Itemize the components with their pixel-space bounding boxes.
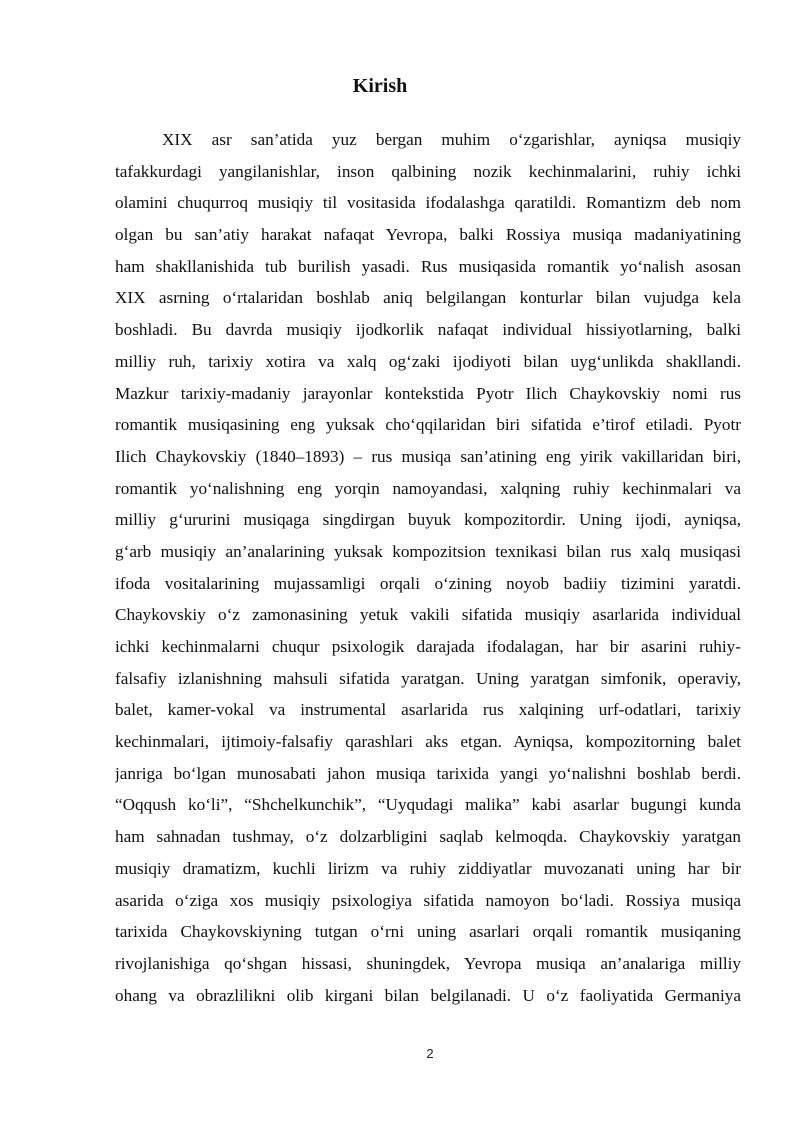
text-line: rivojlanishiga qo‘shgan hissasi, shuningdek, Yevropa musiqa an’analariga milliy xyxy=(115,953,741,973)
text-line: milliy ruh, tarixiy xotira va xalq og‘zaki ijodiyoti bilan uyg‘unlikda shakllandi. xyxy=(115,351,741,371)
text-line: falsafiy izlanishning mahsuli sifatida yaratgan. Uning yaratgan simfonik, operaviy, xyxy=(115,668,741,688)
body-text xyxy=(115,124,741,1011)
text-line: ifoda vositalarining mujassamligi orqali o‘zining noyob badiiy tizimini yaratdi. xyxy=(115,573,741,593)
text-line: Mazkur tarixiy-madaniy jarayonlar kontekstida Pyotr Ilich Chaykovskiy nomi rus xyxy=(115,383,741,403)
page-number: 2 xyxy=(426,1046,434,1061)
text-line: romantik yo‘nalishning eng yorqin namoyandasi, xalqning ruhiy kechinmalari va xyxy=(115,478,741,498)
page-title: Kirish xyxy=(352,75,408,97)
text-line: milliy g‘ururini musiqaga singdirgan buyuk kompozitordir. Uning ijodi, ayniqsa, xyxy=(115,510,741,530)
text-line: olamini chuqurroq musiqiy til vositasida ifodalashga qaratildi. Romantizm deb nom xyxy=(115,193,741,213)
text-line: ham shakllanishida tub burilish yasadi. Rus musiqasida romantik yo‘nalish asosan xyxy=(115,256,741,276)
text-line: XIX asrning o‘rtalaridan boshlab aniq belgilangan konturlar bilan vujudga kela xyxy=(115,288,741,308)
text-line: tafakkurdagi yangilanishlar, inson qalbining nozik kechinmalarini, ruhiy ichki xyxy=(115,161,741,181)
text-line: balet, kamer-vokal va instrumental asarlarida rus xalqining urf-odatlari, tarixiy xyxy=(115,700,741,720)
text-line: g‘arb musiqiy an’analarining yuksak kompozitsion texnikasi bilan rus xalq musiqasi xyxy=(115,541,741,561)
text-line: Chaykovskiy o‘z zamonasining yetuk vakili sifatida musiqiy asarlarida individual xyxy=(115,605,741,625)
text-line: Ilich Chaykovskiy (1840–1893) – rus musiqa san’atining eng yirik vakillaridan biri, xyxy=(115,446,741,466)
text-line: janriga bo‘lgan munosabati jahon musiqa tarixida yangi yo‘nalishni boshlab berdi. xyxy=(115,763,741,783)
text-line: ohang va obrazlilikni olib kirgani bilan belgilanadi. U o‘z faoliyatida Germaniya xyxy=(115,985,741,1005)
text-line: olgan bu san’atiy harakat nafaqat Yevropa, balki Rossiya musiqa madaniyatining xyxy=(115,225,741,245)
text-line: ham sahnadan tushmay, o‘z dolzarbligini saqlab kelmoqda. Chaykovskiy yaratgan xyxy=(115,827,741,847)
text-line: musiqiy dramatizm, kuchli lirizm va ruhiy ziddiyatlar muvozanati uning har bir xyxy=(115,858,741,878)
text-line: tarixida Chaykovskiyning tutgan o‘rni uning asarlari orqali romantik musiqaning xyxy=(115,922,741,942)
text-line: asarida o‘ziga xos musiqiy psixologiya sifatida namoyon bo‘ladi. Rossiya musiqa xyxy=(115,890,741,910)
text-line: XIX asr san’atida yuz bergan muhim o‘zgarishlar, ayniqsa musiqiy xyxy=(162,130,741,149)
text-line: ichki kechinmalarni chuqur psixologik darajada ifodalagan, har bir asarini ruhiy- xyxy=(115,637,741,656)
text-line: kechinmalari, ijtimoiy-falsafiy qarashlari aks etgan. Ayniqsa, kompozitorning balet xyxy=(115,732,741,752)
text-line: romantik musiqasining eng yuksak cho‘qqilaridan biri sifatida e’tirof etiladi. Pyotr xyxy=(115,415,741,435)
text-line: “Oqqush ko‘li”, “Shchelkunchik”, “Uyqudagi malika” kabi asarlar bugungi kunda xyxy=(115,795,741,815)
text-line: boshladi. Bu davrda musiqiy ijodkorlik nafaqat individual hissiyotlarning, balki xyxy=(115,320,741,340)
